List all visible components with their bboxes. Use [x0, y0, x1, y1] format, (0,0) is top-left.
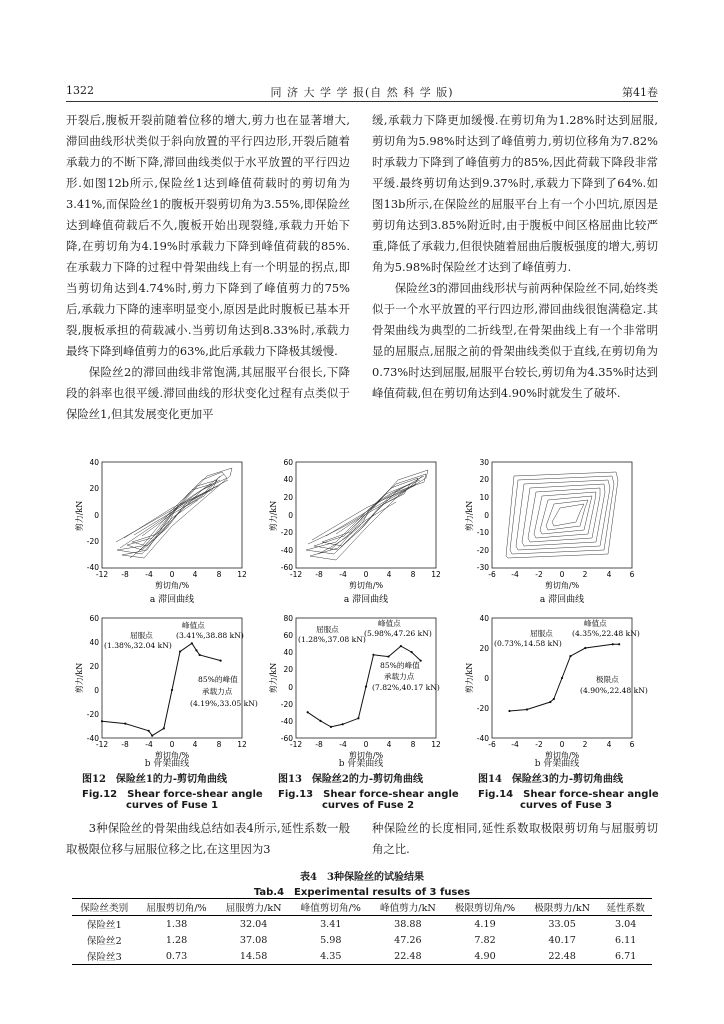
- figure-14-caption-en-2: curves of Fuse 3: [520, 800, 613, 811]
- table-cell: 7.82: [474, 934, 496, 946]
- annotation-yield-title: 屈服点: [130, 631, 153, 640]
- paragraph: 缓,承载力下降更加缓慢.在剪切角为1.28%时达到屈服,剪切角为5.98%时达到了峰值剪力,剪切位移角为7.82%时承载力下降到了峰值剪力的85%,因此荷载下降段非常平缓.最终剪切角达到9.37%时,承载力下降到了64%.如图13b所示,在保险丝的屈服平台上有一个小凹坑,原因是剪切角达到3.85%附近时,由于腹板中间区格屈曲比较严重,降低了承载力,但很快随着屈曲后腹板强度的增大,剪切角为5.98%时保险丝才达到了峰值剪力.: [372, 113, 658, 274]
- volume-number: 第41卷: [622, 86, 658, 99]
- annotation-yield: (1.38%,32.04 kN): [104, 641, 172, 650]
- table-header-cell: 保险丝类别: [80, 903, 129, 914]
- skeleton-point: [148, 730, 150, 732]
- hyst-y-ticks: [281, 458, 293, 572]
- skeleton-point: [612, 643, 614, 645]
- y-tick: 60: [283, 458, 293, 467]
- x-tick: -6: [488, 740, 496, 749]
- y-tick: 40: [283, 475, 293, 484]
- y-axis-label: 剪力/kN: [465, 662, 474, 694]
- table-cell: 4.90: [474, 950, 496, 962]
- table-header-cell: 峰值剪力/kN: [379, 903, 436, 914]
- y-tick: 60: [89, 614, 99, 623]
- hysteresis-curves: [306, 470, 428, 560]
- skeleton-point: [171, 689, 173, 691]
- annotation-85-line2: 承载力点: [202, 687, 233, 696]
- y-axis-label: 剪力/kN: [75, 662, 84, 694]
- table-cell: 5.98: [320, 934, 342, 946]
- x-tick: 4: [606, 740, 612, 749]
- right-column-text: [372, 110, 658, 404]
- table-cell: 37.08: [239, 934, 268, 946]
- x-axis-label: 剪切角/%: [154, 751, 190, 760]
- table-header-cell: 屈服剪切角/%: [146, 903, 207, 914]
- y-axis-label: 剪力/kN: [269, 662, 278, 694]
- table-header-cell: 极限剪切角/%: [454, 903, 516, 914]
- y-tick: 20: [283, 665, 293, 674]
- x-tick: -4: [511, 570, 519, 579]
- x-tick: 2: [582, 740, 588, 749]
- x-tick: 4: [192, 740, 198, 749]
- table-row: [72, 932, 652, 948]
- skeleton-point: [526, 708, 528, 710]
- hyst-x-ticks: [488, 570, 634, 579]
- paragraph: 保险丝3的滞回曲线形状与前两种保险丝不同,始终类似于一个水平放置的平行四边形,滞回曲线很饱满稳定.其骨架曲线为典型的二折线型,在骨架曲线上有一个非常明显的屈服点,屈服之前的骨架曲线类似于直线,在剪切角为0.73%时达到屈服,屈服平台较长,剪切角为4.35%时达到峰值荷载,但在剪切角达到4.90%时就发生了破坏.: [372, 281, 658, 400]
- y-tick: -20: [86, 710, 99, 719]
- y-axis-label: 剪力/kN: [269, 500, 278, 532]
- table-cell: 3.04: [614, 918, 637, 930]
- table-cell: 14.58: [239, 950, 268, 962]
- table-header-cell: 延性系数: [606, 903, 645, 914]
- skeleton-point: [124, 723, 126, 725]
- y-tick: 80: [283, 614, 293, 623]
- x-tick: 4: [192, 570, 198, 579]
- x-axis-label: 剪切角/%: [154, 581, 190, 590]
- x-tick: -8: [315, 570, 323, 579]
- subcaption-a: a 滞回曲线: [343, 595, 389, 605]
- table-4-caption-zh: 表4 3种保险丝的试验结果: [300, 872, 424, 883]
- x-tick: 2: [582, 570, 588, 579]
- x-tick: 4: [386, 740, 392, 749]
- figure-13-svg: [266, 450, 456, 770]
- skeleton-point: [553, 698, 555, 700]
- page-header: [66, 84, 658, 100]
- figure-14-svg: [462, 450, 652, 770]
- table-cell: 4.19: [474, 918, 496, 930]
- x-tick: 4: [606, 570, 612, 579]
- x-tick: -8: [121, 740, 129, 749]
- y-tick: -20: [476, 704, 489, 713]
- y-tick: -20: [86, 537, 99, 546]
- table-cell: 40.17: [548, 934, 576, 946]
- table-cell: 保险丝2: [86, 936, 122, 947]
- page-number: 1322: [66, 84, 94, 97]
- annotation-85: (4.19%,33.05 kN): [190, 699, 258, 708]
- bottom-left-paragraph: 3种保险丝的骨架曲线总结如表4所示,延性系数一般取极限位移与屈服位移之比,在这里因为3: [66, 821, 350, 856]
- skeleton-point: [342, 723, 344, 725]
- x-tick: -12: [289, 570, 303, 579]
- skel-y-ticks: [87, 614, 99, 743]
- skeleton-point: [618, 643, 620, 645]
- table-header-row: [72, 899, 652, 916]
- x-tick: 6: [629, 570, 635, 579]
- y-tick: -40: [280, 546, 293, 555]
- skeleton-point: [319, 720, 321, 722]
- table-cell: 保险丝3: [86, 952, 122, 963]
- figure-13: [266, 450, 456, 770]
- y-tick: 0: [484, 511, 489, 520]
- x-tick: -12: [95, 740, 109, 749]
- x-tick: -2: [535, 740, 543, 749]
- hyst-y-ticks: [87, 458, 99, 572]
- hyst-y-ticks: [477, 458, 489, 572]
- table-cell: 32.04: [239, 918, 268, 930]
- skeleton-point: [508, 710, 510, 712]
- table-cell: 1.28: [165, 934, 188, 946]
- annotation-peak-title: 峰值点: [378, 619, 401, 628]
- x-tick: 0: [169, 740, 175, 749]
- x-axis-label: 剪切角/%: [348, 751, 384, 760]
- y-tick: 40: [283, 648, 293, 657]
- x-tick: 8: [410, 570, 416, 579]
- skeleton-point: [400, 645, 402, 647]
- skeleton-point: [357, 717, 359, 719]
- subcaption-a: a 滞回曲线: [539, 595, 585, 605]
- annotation-85: (7.82%,40.17 kN): [372, 683, 440, 692]
- x-tick: -12: [289, 740, 303, 749]
- annotation-yield-title: 屈服点: [530, 629, 553, 638]
- y-tick: -40: [476, 734, 489, 743]
- skeleton-point: [307, 711, 309, 713]
- x-tick: 0: [363, 740, 369, 749]
- table-cell: 6.71: [614, 950, 637, 962]
- x-tick: -8: [121, 570, 129, 579]
- table-cell: 保险丝1: [86, 920, 122, 931]
- x-tick: 8: [410, 740, 416, 749]
- table-cell: 3.41: [320, 918, 342, 930]
- x-tick: 0: [169, 570, 175, 579]
- annotation-peak: (4.35%,22.48 kN): [572, 629, 640, 638]
- figure-13-subcaption-b: b 骨架曲线: [338, 759, 384, 769]
- table-header-cell: 极限剪力/kN: [534, 903, 591, 914]
- annotation-peak: (3.41%,38.88 kN): [176, 631, 244, 640]
- annotation-peak-title: 峰值点: [182, 621, 205, 630]
- table-cell: 1.38: [165, 918, 188, 930]
- skeleton-point: [101, 720, 103, 722]
- skeleton-point: [584, 647, 586, 649]
- subcaption-a: a 滞回曲线: [149, 595, 195, 605]
- annotation-yield-title: 屈服点: [316, 625, 339, 634]
- annotation-85-line1: 85%的峰值: [380, 661, 420, 670]
- table-cell: 0.73: [165, 950, 188, 962]
- y-tick: 20: [89, 662, 99, 671]
- x-tick: -8: [315, 740, 323, 749]
- x-tick: 4: [386, 570, 392, 579]
- annotation-peak-title: 峰值点: [584, 619, 607, 628]
- y-tick: 20: [479, 644, 489, 653]
- y-tick: -30: [476, 563, 489, 572]
- skeleton-point: [411, 651, 413, 653]
- figure-13-caption-en: Fig.13 Shear force-shear angle: [278, 789, 459, 800]
- figure-12-caption-en-2: curves of Fuse 1: [126, 800, 219, 811]
- hysteresis-frame: [102, 462, 242, 568]
- annotation-85-line1: 极限点: [596, 675, 619, 684]
- x-tick: 0: [559, 570, 565, 579]
- table-cell: 22.48: [548, 950, 576, 962]
- figure-13-caption-zh: 图13 保险丝2的力-剪切角曲线: [278, 774, 424, 785]
- paragraph: 保险丝2的滞回曲线非常饱满,其屈服平台很长,下降段的斜率也很平缓.滞回曲线的形状变化过程有点类似于保险丝1,但其发展变化更加平: [66, 365, 350, 421]
- skeleton-point: [199, 654, 201, 656]
- x-axis-label: 剪切角/%: [544, 751, 580, 760]
- y-tick: 0: [288, 683, 293, 692]
- skeleton-point: [151, 735, 153, 737]
- x-tick: 0: [363, 570, 369, 579]
- y-tick: 40: [89, 638, 99, 647]
- x-axis-label: 剪切角/%: [544, 581, 580, 590]
- y-tick: -40: [86, 563, 99, 572]
- table-cell: 22.48: [394, 950, 422, 962]
- x-tick: 0: [559, 740, 565, 749]
- y-tick: 0: [484, 674, 489, 683]
- y-tick: -20: [280, 528, 293, 537]
- figure-14-caption-en: Fig.14 Shear force-shear angle: [478, 789, 659, 800]
- y-tick: 30: [479, 458, 489, 467]
- y-tick: 20: [479, 475, 489, 484]
- annotation-peak: (5.98%,47.26 kN): [364, 629, 432, 638]
- y-tick: 0: [94, 686, 99, 695]
- x-tick: -12: [95, 570, 109, 579]
- figure-14-subcaption-b: b 骨架曲线: [534, 759, 580, 769]
- skeleton-point: [163, 727, 165, 729]
- y-tick: -10: [476, 528, 489, 537]
- annotation-yield: (0.73%,14.58 kN): [494, 639, 562, 648]
- y-tick: -40: [86, 734, 99, 743]
- x-axis-label: 剪切角/%: [348, 581, 384, 590]
- y-tick: -20: [280, 700, 293, 709]
- paragraph: 开裂后,腹板开裂前随着位移的增大,剪力也在显著增大,滞回曲线形状类似于斜向放置的平行四边形,开裂后随着承载力的不断下降,滞回曲线类似于水平放置的平行四边形.如图12b所示,保险丝1达到峰值荷载时的剪切角为3.41%,而保险丝1的腹板开裂剪切角为3.55%,即保险丝达到峰值荷载后不久,腹板开始出现裂缝,承载力开始下降,在剪切角为4.19%时承载力下降到峰值荷载的85%.在承载力下降的过程中骨架曲线上有一个明显的拐点,即当剪切角达到4.74%时,剪力下降到了峰值剪力的75%后,承载力下降的速率明显变小,原因是此时腹板已基本开裂,腹板承担的荷载减小.当剪切角达到8.33%时,承载力最终下降到峰值剪力的63%,此后承载力下降极其缓慢.: [66, 113, 350, 358]
- y-tick: -20: [476, 546, 489, 555]
- hyst-x-ticks: [290, 570, 441, 579]
- figure-12-svg: [72, 450, 262, 770]
- skel-y-ticks: [281, 614, 293, 743]
- x-tick: 6: [629, 740, 635, 749]
- hyst-x-ticks: [96, 570, 247, 579]
- table-4: [72, 898, 652, 965]
- y-tick: -60: [280, 734, 293, 743]
- figure-14-caption-zh: 图14 保险丝3的力-剪切角曲线: [478, 774, 624, 785]
- figure-12-subcaption-b: b 骨架曲线: [144, 759, 190, 769]
- figure-14: [462, 450, 652, 770]
- skel-y-ticks: [477, 614, 489, 743]
- x-tick: 12: [431, 740, 441, 749]
- table-header-cell: 峰值剪切角/%: [300, 903, 361, 914]
- y-tick: 20: [89, 484, 99, 493]
- header-rule: [66, 101, 658, 102]
- table-cell: 47.26: [394, 934, 422, 946]
- y-tick: 0: [94, 511, 99, 520]
- x-tick: -4: [145, 740, 153, 749]
- figure-12: [72, 450, 262, 770]
- annotation-85-line1: 85%的峰值: [198, 675, 238, 684]
- table-cell: 6.11: [614, 934, 637, 946]
- y-tick: 40: [89, 458, 99, 467]
- annotation-85: (4.90%,22.48 kN): [580, 686, 648, 695]
- table-row: [72, 948, 652, 965]
- skeleton-point: [420, 660, 422, 662]
- table-cell: 4.35: [320, 950, 342, 962]
- table-4-caption-en: Tab.4 Experimental results of 3 fuses: [253, 887, 471, 898]
- y-tick: 40: [479, 614, 489, 623]
- x-tick: 12: [237, 740, 247, 749]
- x-tick: 8: [216, 740, 222, 749]
- skeleton-point: [549, 701, 551, 703]
- x-tick: -2: [535, 570, 543, 579]
- bottom-right-paragraph: 种保险丝的长度相同,延性系数取极限剪切角与屈服剪切角之比.: [372, 821, 658, 856]
- x-tick: -4: [339, 570, 347, 579]
- skel-x-ticks: [488, 740, 634, 749]
- figure-12-caption-zh: 图12 保险丝1的力-剪切角曲线: [82, 774, 228, 785]
- skeleton-point: [365, 685, 367, 687]
- hysteresis-frame: [492, 462, 632, 568]
- journal-title: 同 济 大 学 学 报(自 然 科 学 版): [270, 86, 454, 99]
- y-tick: 20: [283, 493, 293, 502]
- skeleton-point: [191, 642, 193, 644]
- x-tick: -4: [339, 740, 347, 749]
- skeleton-point: [330, 726, 332, 728]
- y-tick: 0: [288, 511, 293, 520]
- skeleton-point: [387, 655, 389, 657]
- x-tick: 12: [237, 570, 247, 579]
- y-tick: 60: [283, 631, 293, 640]
- y-tick: 10: [479, 493, 489, 502]
- skeleton-point: [372, 654, 374, 656]
- y-axis-label: 剪力/kN: [465, 500, 474, 532]
- table-header-cell: 屈服剪力/kN: [225, 903, 282, 914]
- annotation-yield: (1.28%,37.08 kN): [298, 635, 366, 644]
- annotation-85-line2: 承载力点: [384, 672, 415, 681]
- skel-x-ticks: [290, 740, 441, 749]
- left-column-text: [66, 110, 350, 425]
- skeleton-point: [195, 649, 197, 651]
- figure-12-caption-en: Fig.12 Shear force-shear angle: [82, 789, 263, 800]
- y-tick: -60: [280, 563, 293, 572]
- x-tick: 8: [216, 570, 222, 579]
- hysteresis-curves: [506, 472, 618, 558]
- x-tick: 12: [431, 570, 441, 579]
- skeleton-point: [561, 677, 563, 679]
- skeleton-point: [569, 655, 571, 657]
- skeleton-point: [179, 650, 181, 652]
- hysteresis-curves: [116, 468, 232, 558]
- table-cell: 33.05: [548, 918, 576, 930]
- x-tick: -6: [488, 570, 496, 579]
- skeleton-point: [219, 660, 221, 662]
- y-axis-label: 剪力/kN: [75, 500, 84, 532]
- y-tick: -40: [280, 717, 293, 726]
- table-row: [72, 916, 652, 933]
- table-cell: 38.88: [394, 918, 422, 930]
- x-tick: -4: [511, 740, 519, 749]
- figure-13-caption-en-2: curves of Fuse 2: [322, 800, 415, 811]
- x-tick: -4: [145, 570, 153, 579]
- skel-x-ticks: [96, 740, 247, 749]
